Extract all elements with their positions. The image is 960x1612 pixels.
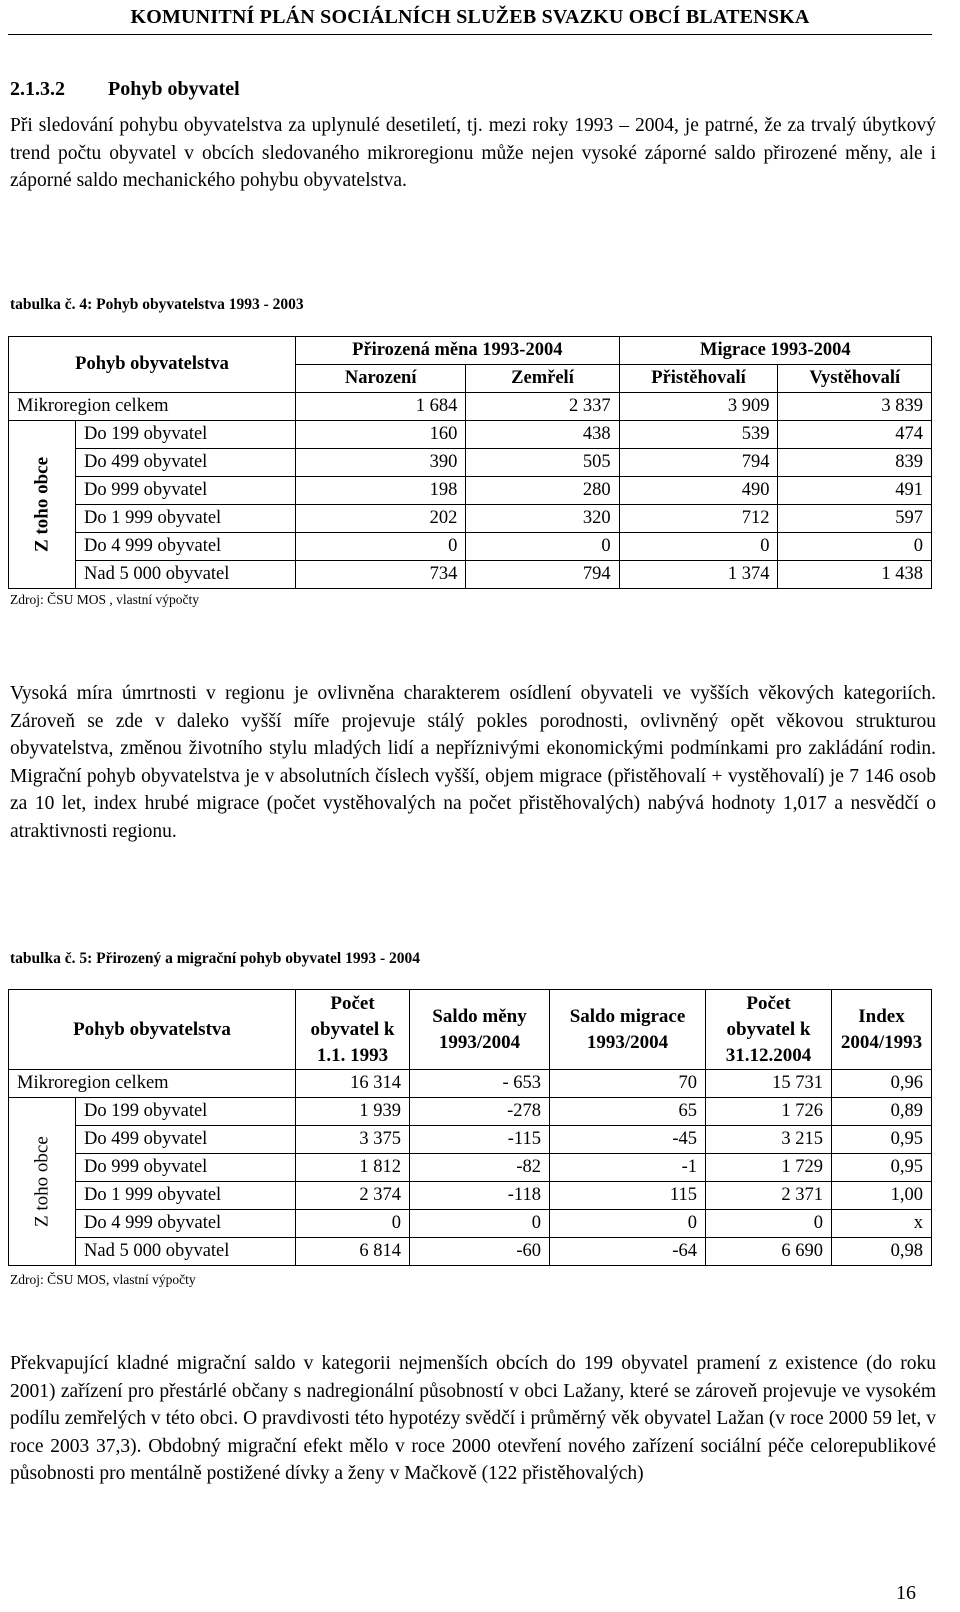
- cell: 6 690: [706, 1238, 832, 1266]
- row-label: Do 1 999 obyvatel: [76, 1182, 296, 1210]
- table-row: [9, 1070, 932, 1098]
- section-heading: [10, 78, 240, 101]
- cell: 1,00: [832, 1182, 932, 1210]
- cell: -60: [410, 1238, 550, 1266]
- paragraph-mortality: Vysoká míra úmrtnosti v regionu je ovlivněna charakterem osídlení obyvateli ve vyšších věkových kategoriích. Zároveň se zde v daleko vyšší míře projevuje stálý pokles porodnosti, ovlivněný opět věkovou strukturou obyvatelstva, změnou životního stylu mladých lidí a nepříznivými ekonomickými podmínkami pro zakládání rodin. Migrační pohyb obyvatelstva je v absolutních číslech vyšší, objem migrace (přistěhovalí + vystěhovalí) je 7 146 osob za 10 let, index hrubé migrace (počet vystěhovalých na počet přistěhovalých) nabývá hodnoty 1,017 a nesvědčí o atraktivnosti regionu.: [10, 683, 936, 842]
- cell: 280: [466, 477, 619, 505]
- cell: 0: [778, 533, 932, 561]
- cell: -1: [550, 1154, 706, 1182]
- cell: 505: [466, 449, 619, 477]
- cell: 0: [550, 1210, 706, 1238]
- table2-head-label: Pohyb obyvatelstva: [9, 990, 296, 1070]
- table1-head-label: Pohyb obyvatelstva: [9, 337, 296, 393]
- cell: 390: [296, 449, 466, 477]
- table2-col-natural-balance: Saldo měny 1993/2004: [410, 990, 550, 1070]
- cell: 1 438: [778, 561, 932, 589]
- cell: 3 375: [296, 1126, 410, 1154]
- cell: -278: [410, 1098, 550, 1126]
- table-row: [9, 421, 932, 449]
- section-title: Pohyb obyvatel: [108, 78, 240, 100]
- row-label: Do 499 obyvatel: [76, 449, 296, 477]
- table1-group-migration: Migrace 1993-2004: [619, 337, 931, 365]
- cell: -118: [410, 1182, 550, 1210]
- cell: -115: [410, 1126, 550, 1154]
- cell: 2 374: [296, 1182, 410, 1210]
- cell: 712: [619, 505, 778, 533]
- cell: 1 812: [296, 1154, 410, 1182]
- row-label: Do 4 999 obyvatel: [76, 533, 296, 561]
- cell: 160: [296, 421, 466, 449]
- table-row: [9, 1098, 932, 1126]
- cell: 794: [466, 561, 619, 589]
- cell: 16 314: [296, 1070, 410, 1098]
- row-label: Mikroregion celkem: [9, 1070, 296, 1098]
- cell: 0,89: [832, 1098, 932, 1126]
- cell: 3 215: [706, 1126, 832, 1154]
- table1-caption: tabulka č. 4: Pohyb obyvatelstva 1993 - 2003: [10, 296, 304, 313]
- table-row: [9, 1182, 932, 1210]
- cell: -45: [550, 1126, 706, 1154]
- cell: 0: [706, 1210, 832, 1238]
- cell: 794: [619, 449, 778, 477]
- table-row: [9, 1154, 932, 1182]
- paragraph-intro: Při sledování pohybu obyvatelstva za uplynulé desetiletí, tj. mezi roky 1993 – 2004, je patrné, že za trvalý úbytkový trend počtu obyvatel v obcích sledovaného mikroregionu může nejen vysoké záporné saldo přirozené měny, ale i záporné saldo mechanického pohybu obyvatelstva.: [10, 115, 936, 191]
- cell: 0,96: [832, 1070, 932, 1098]
- cell: 202: [296, 505, 466, 533]
- table-row: [9, 505, 932, 533]
- table-row: [9, 1126, 932, 1154]
- cell: 0,95: [832, 1126, 932, 1154]
- cell: 3 909: [619, 393, 778, 421]
- table1-group-natural: Přirozená měna 1993-2004: [296, 337, 620, 365]
- cell: 1 374: [619, 561, 778, 589]
- table-row: [9, 449, 932, 477]
- cell: 839: [778, 449, 932, 477]
- cell: -64: [550, 1238, 706, 1266]
- table-row: [9, 477, 932, 505]
- side-label: Z toho obce: [9, 421, 76, 589]
- row-label: Do 199 obyvatel: [76, 421, 296, 449]
- cell: 474: [778, 421, 932, 449]
- cell: - 653: [410, 1070, 550, 1098]
- row-label: Do 499 obyvatel: [76, 1126, 296, 1154]
- table-row: [9, 561, 932, 589]
- table1-col-births: Narození: [296, 365, 466, 393]
- row-label: Mikroregion celkem: [9, 393, 296, 421]
- page-number: 16: [896, 1582, 916, 1604]
- table2-col-pop-start: Počet obyvatel k 1.1. 1993: [296, 990, 410, 1070]
- cell: 1 684: [296, 393, 466, 421]
- table1-col-deaths: Zemřelí: [466, 365, 619, 393]
- row-label: Nad 5 000 obyvatel: [76, 561, 296, 589]
- cell: 115: [550, 1182, 706, 1210]
- cell: 490: [619, 477, 778, 505]
- cell: 0: [296, 1210, 410, 1238]
- cell: 491: [778, 477, 932, 505]
- cell: x: [832, 1210, 932, 1238]
- cell: 65: [550, 1098, 706, 1126]
- table2-col-index: Index 2004/1993: [832, 990, 932, 1070]
- cell: 2 337: [466, 393, 619, 421]
- page-header: KOMUNITNÍ PLÁN SOCIÁLNÍCH SLUŽEB SVAZKU OBCÍ BLATENSKA: [130, 6, 810, 28]
- side-label: Z toho obce: [9, 1098, 76, 1266]
- paragraph-migration-balance: Překvapující kladné migrační saldo v kategorii nejmenších obcích do 199 obyvatel pramení z existence (do roku 2001) zařízení pro přestárlé občany s nadregionální působností v obci Lažany, které se zároveň projevuje ve vysokém podílu zemřelých v této obci. O pravdivosti této hypotézy svědčí i průměrný věk obyvatel Lažan (v roce 2000 59 let, v roce 2003 37,3). Obdobný migrační efekt mělo v roce 2000 otevření nového zařízení sociální péče celorepublikové působnosti pro mentálně postižené dívky a ženy v Mačkově (122 přistěhovalých): [10, 1353, 936, 1484]
- table2-caption: tabulka č. 5: Přirozený a migrační pohyb obyvatel 1993 - 2004: [10, 950, 421, 967]
- cell: 0: [466, 533, 619, 561]
- table1-col-emigrants: Vystěhovalí: [778, 365, 932, 393]
- table1-col-immigrants: Přistěhovalí: [619, 365, 778, 393]
- section-number: 2.1.3.2: [10, 78, 65, 100]
- cell: 2 371: [706, 1182, 832, 1210]
- table2-source: Zdroj: ČSU MOS, vlastní výpočty: [10, 1272, 196, 1287]
- cell: 1 729: [706, 1154, 832, 1182]
- row-label: Nad 5 000 obyvatel: [76, 1238, 296, 1266]
- row-label: Do 999 obyvatel: [76, 1154, 296, 1182]
- cell: 0: [410, 1210, 550, 1238]
- row-label: Do 1 999 obyvatel: [76, 505, 296, 533]
- table-population-movement: [8, 336, 932, 589]
- cell: -82: [410, 1154, 550, 1182]
- table-row: [9, 393, 932, 421]
- cell: 0,95: [832, 1154, 932, 1182]
- table1-source: Zdroj: ČSU MOS , vlastní výpočty: [10, 592, 200, 607]
- cell: 0,98: [832, 1238, 932, 1266]
- cell: 0: [619, 533, 778, 561]
- header-rule: [8, 34, 932, 35]
- cell: 438: [466, 421, 619, 449]
- cell: 3 839: [778, 393, 932, 421]
- cell: 6 814: [296, 1238, 410, 1266]
- table2-col-migration-balance: Saldo migrace 1993/2004: [550, 990, 706, 1070]
- row-label: Do 199 obyvatel: [76, 1098, 296, 1126]
- row-label: Do 999 obyvatel: [76, 477, 296, 505]
- cell: 1 726: [706, 1098, 832, 1126]
- cell: 0: [296, 533, 466, 561]
- cell: 734: [296, 561, 466, 589]
- cell: 597: [778, 505, 932, 533]
- table-row: [9, 1210, 932, 1238]
- cell: 1 939: [296, 1098, 410, 1126]
- cell: 70: [550, 1070, 706, 1098]
- cell: 198: [296, 477, 466, 505]
- cell: 15 731: [706, 1070, 832, 1098]
- cell: 539: [619, 421, 778, 449]
- table-row: [9, 1238, 932, 1266]
- row-label: Do 4 999 obyvatel: [76, 1210, 296, 1238]
- table-natural-migration: [8, 989, 932, 1266]
- cell: 320: [466, 505, 619, 533]
- table2-col-pop-end: Počet obyvatel k 31.12.2004: [706, 990, 832, 1070]
- table-row: [9, 533, 932, 561]
